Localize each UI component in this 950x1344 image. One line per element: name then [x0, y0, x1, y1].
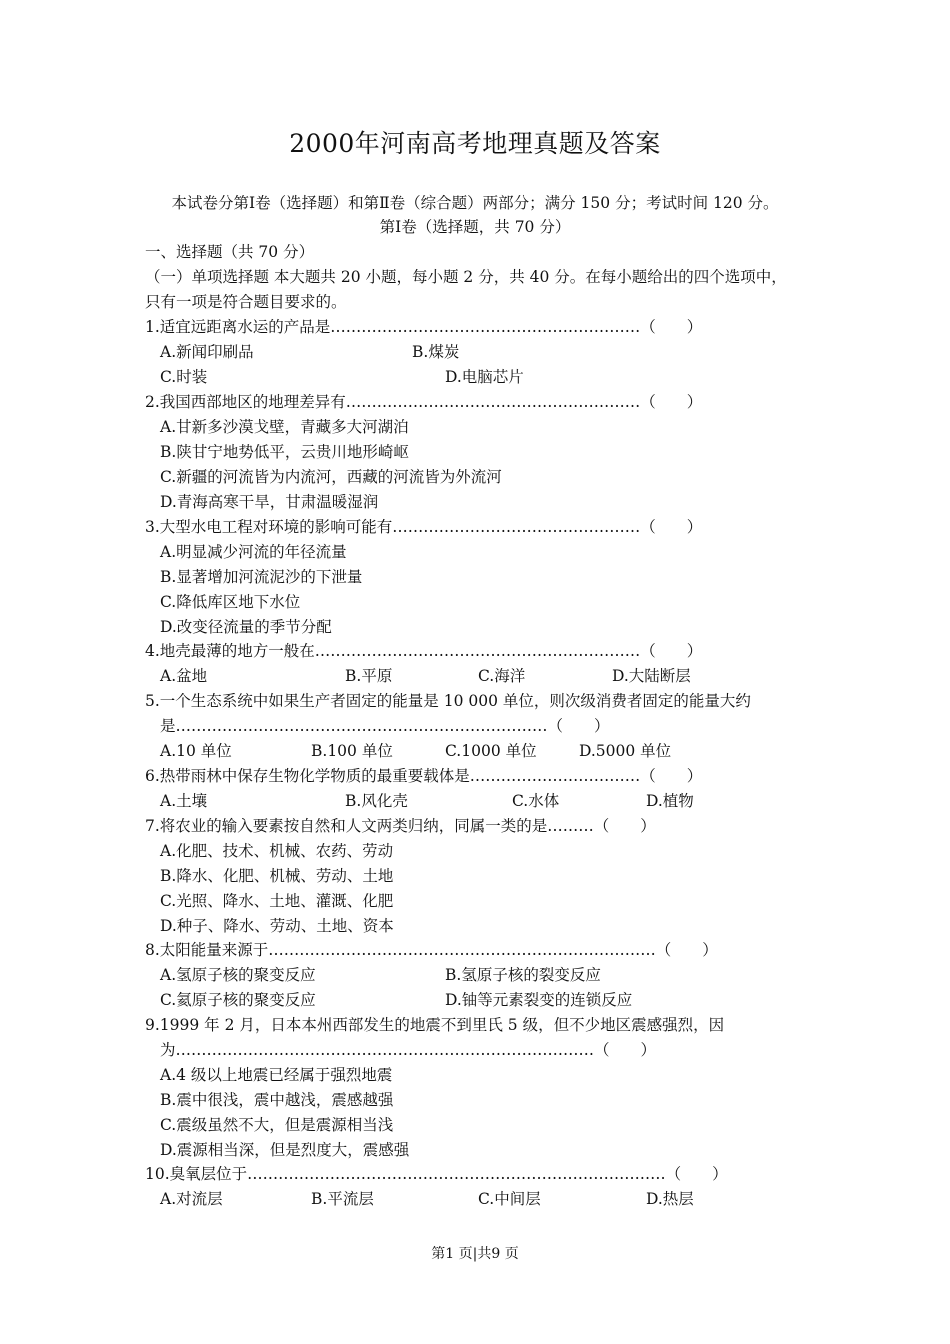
option: C.海洋 [478, 667, 526, 685]
question-stem: 10.臭氧层位于………………………………………………………………………（ ） [145, 1165, 728, 1183]
question-stem: 1.适宜远距离水运的产品是……………………………………………………（ ） [145, 318, 703, 336]
option: B.平流层 [311, 1190, 374, 1208]
option: B.平原 [345, 667, 393, 685]
option: C.中间层 [478, 1190, 541, 1208]
option: A.盆地 [160, 667, 208, 685]
page-title: 2000年河南高考地理真题及答案 [289, 129, 661, 158]
option: A.氢原子核的聚变反应 [160, 966, 316, 984]
option: A.对流层 [160, 1190, 223, 1208]
option: A.4 级以上地震已经属于强烈地震 [160, 1066, 393, 1084]
question-stem: 4.地壳最薄的地方一般在………………………………………………………（ ） [145, 642, 703, 660]
part-heading: 第Ⅰ卷（选择题，共 70 分） [379, 218, 571, 236]
page-footer: 第1 页|共9 页 [431, 1246, 519, 1262]
option: B.震中很浅，震中越浅，震感越强 [160, 1091, 394, 1109]
option: C.氦原子核的聚变反应 [160, 991, 316, 1009]
option: C.降低库区地下水位 [160, 593, 301, 611]
option: B.100 单位 [311, 742, 393, 760]
instructions-line: 只有一项是符合题目要求的。 [145, 293, 347, 311]
option: D.电脑芯片 [445, 368, 524, 386]
instructions-line: （一）单项选择题 本大题共 20 小题，每小题 2 分，共 40 分。在每小题给出的四个选项中， [145, 268, 787, 286]
option: A.土壤 [160, 792, 208, 810]
question-stem: 6.热带雨林中保存生物化学物质的最重要载体是……………………………（ ） [145, 767, 703, 785]
option: B.显著增加河流泥沙的下泄量 [160, 568, 363, 586]
question-stem-continued: 是………………………………………………………………（ ） [160, 717, 610, 735]
option: D.铀等元素裂变的连锁反应 [445, 991, 633, 1009]
question-stem-continued: 为………………………………………………………………………（ ） [160, 1041, 657, 1059]
question-stem: 9.1999 年 2 月，日本本州西部发生的地震不到里氏 5 级，但不少地区震感强烈，因 [145, 1016, 725, 1034]
option: A.化肥、技术、机械、农药、劳动 [160, 842, 394, 860]
question-stem: 8.太阳能量来源于…………………………………………………………………（ ） [145, 941, 718, 959]
option: B.降水、化肥、机械、劳动、土地 [160, 867, 394, 885]
option: A.新闻印刷品 [160, 343, 254, 361]
option: D.5000 单位 [579, 742, 672, 760]
option: C.光照、降水、土地、灌溉、化肥 [160, 892, 394, 910]
option: D.植物 [646, 792, 694, 810]
question-stem: 5.一个生态系统中如果生产者固定的能量是 10 000 单位，则次级消费者固定的能量大约 [145, 692, 751, 710]
option: D.种子、降水、劳动、土地、资本 [160, 917, 394, 935]
question-stem: 2.我国西部地区的地理差异有…………………………………………………（ ） [145, 393, 703, 411]
option: D.热层 [646, 1190, 694, 1208]
question-stem: 3.大型水电工程对环境的影响可能有…………………………………………（ ） [145, 518, 703, 536]
option: C.震级虽然不大，但是震源相当浅 [160, 1116, 394, 1134]
option: D.大陆断层 [612, 667, 691, 685]
option: A.明显减少河流的年径流量 [160, 543, 347, 561]
option: A.甘新多沙漠戈壁，青藏多大河湖泊 [160, 418, 409, 436]
intro-line: 本试卷分第Ⅰ卷（选择题）和第Ⅱ卷（综合题）两部分；满分 150 分；考试时间 120 分。 [171, 194, 779, 212]
option: B.氢原子核的裂变反应 [445, 966, 601, 984]
option: C.水体 [512, 792, 560, 810]
option: C.1000 单位 [445, 742, 537, 760]
option: B.陕甘宁地势低平，云贵川地形崎岖 [160, 443, 409, 461]
option: A.10 单位 [160, 742, 232, 760]
option: D.震源相当深，但是烈度大，震感强 [160, 1141, 410, 1159]
option: C.时装 [160, 368, 208, 386]
option: D.改变径流量的季节分配 [160, 618, 332, 636]
section-heading: 一、选择题（共 70 分） [145, 243, 315, 261]
question-stem: 7.将农业的输入要素按自然和人文两类归纳，同属一类的是………（ ） [145, 817, 656, 835]
option: B.煤炭 [412, 343, 460, 361]
option: B.风化壳 [345, 792, 408, 810]
option: D.青海高寒干旱，甘肃温暖湿润 [160, 493, 379, 511]
option: C.新疆的河流皆为内流河，西藏的河流皆为外流河 [160, 468, 502, 486]
